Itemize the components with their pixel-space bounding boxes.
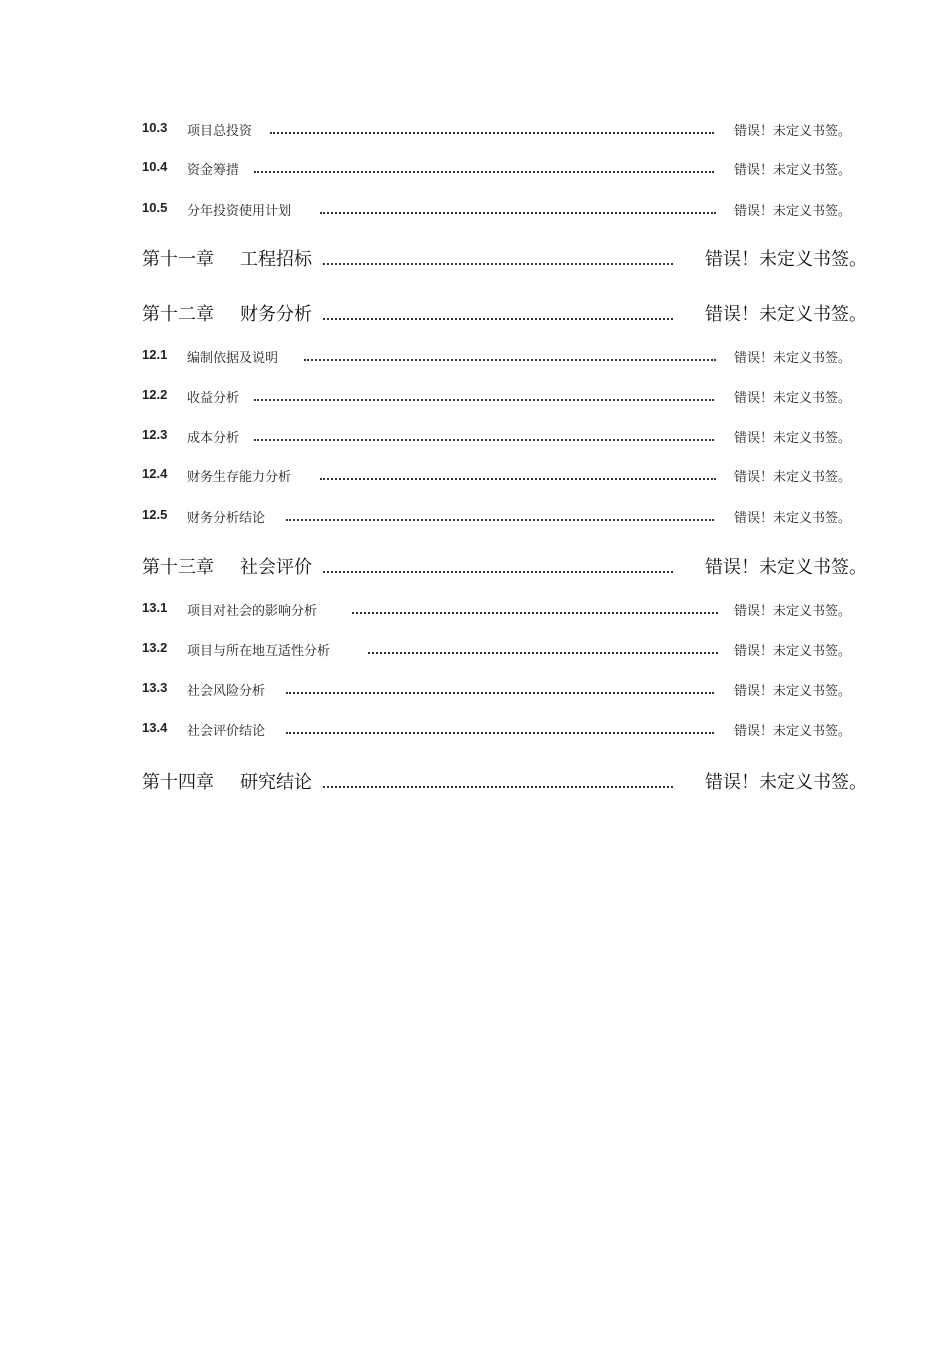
dot-leader xyxy=(323,318,673,320)
section-title: 社会评价结论 xyxy=(187,724,266,739)
section-title: 项目对社会的影响分析 xyxy=(187,604,318,619)
dot-leader xyxy=(286,732,714,734)
dot-leader xyxy=(254,171,714,173)
page-reference: 错误！未定义书签。 xyxy=(734,511,852,526)
section-title: 财务生存能力分析 xyxy=(187,470,292,485)
dot-leader xyxy=(270,132,714,134)
chapter-number: 第十一章 xyxy=(142,249,214,270)
dot-leader xyxy=(320,478,716,480)
page-reference: 错误！未定义书签。 xyxy=(705,557,867,578)
section-number: 12.2 xyxy=(142,387,168,402)
section-title: 财务分析结论 xyxy=(187,511,266,526)
chapter-title: 工程招标 xyxy=(240,249,312,270)
section-title: 资金筹措 xyxy=(187,163,240,178)
page-reference: 错误！未定义书签。 xyxy=(734,724,852,739)
chapter-number: 第十三章 xyxy=(142,557,214,578)
chapter-title: 研究结论 xyxy=(240,772,312,793)
dot-leader xyxy=(286,519,714,521)
page-reference: 错误！未定义书签。 xyxy=(705,249,867,270)
page-reference: 错误！未定义书签。 xyxy=(734,391,852,406)
section-number: 10.5 xyxy=(142,200,168,215)
page-reference: 错误！未定义书签。 xyxy=(734,684,852,699)
page-reference: 错误！未定义书签。 xyxy=(705,772,867,793)
section-title: 收益分析 xyxy=(187,391,240,406)
section-number: 12.5 xyxy=(142,507,168,522)
page-reference: 错误！未定义书签。 xyxy=(734,204,852,219)
dot-leader xyxy=(323,571,673,573)
section-title: 成本分析 xyxy=(187,431,240,446)
page-reference: 错误！未定义书签。 xyxy=(734,644,852,659)
chapter-title: 社会评价 xyxy=(240,557,312,578)
page-reference: 错误！未定义书签。 xyxy=(734,470,852,485)
dot-leader xyxy=(254,439,714,441)
section-number: 10.4 xyxy=(142,159,168,174)
section-number: 13.3 xyxy=(142,680,168,695)
page-reference: 错误！未定义书签。 xyxy=(734,604,852,619)
dot-leader xyxy=(352,612,718,614)
page-reference: 错误！未定义书签。 xyxy=(705,304,867,325)
chapter-title: 财务分析 xyxy=(240,304,312,325)
section-title: 编制依据及说明 xyxy=(187,351,279,366)
page-reference: 错误！未定义书签。 xyxy=(734,431,852,446)
section-number: 12.4 xyxy=(142,466,168,481)
section-number: 12.1 xyxy=(142,347,168,362)
dot-leader xyxy=(320,212,716,214)
section-title: 社会风险分析 xyxy=(187,684,266,699)
page-reference: 错误！未定义书签。 xyxy=(734,163,852,178)
section-title: 分年投资使用计划 xyxy=(187,204,292,219)
dot-leader xyxy=(254,399,714,401)
section-number: 10.3 xyxy=(142,120,168,135)
page-reference: 错误！未定义书签。 xyxy=(734,124,852,139)
section-title: 项目与所在地互适性分析 xyxy=(187,644,331,659)
dot-leader xyxy=(286,692,714,694)
dot-leader xyxy=(323,263,673,265)
section-number: 13.1 xyxy=(142,600,168,615)
section-number: 13.2 xyxy=(142,640,168,655)
dot-leader xyxy=(368,652,718,654)
chapter-number: 第十二章 xyxy=(142,304,214,325)
section-number: 12.3 xyxy=(142,427,168,442)
section-title: 项目总投资 xyxy=(187,124,253,139)
section-number: 13.4 xyxy=(142,720,168,735)
chapter-number: 第十四章 xyxy=(142,772,214,793)
dot-leader xyxy=(323,786,673,788)
page-reference: 错误！未定义书签。 xyxy=(734,351,852,366)
dot-leader xyxy=(304,359,716,361)
